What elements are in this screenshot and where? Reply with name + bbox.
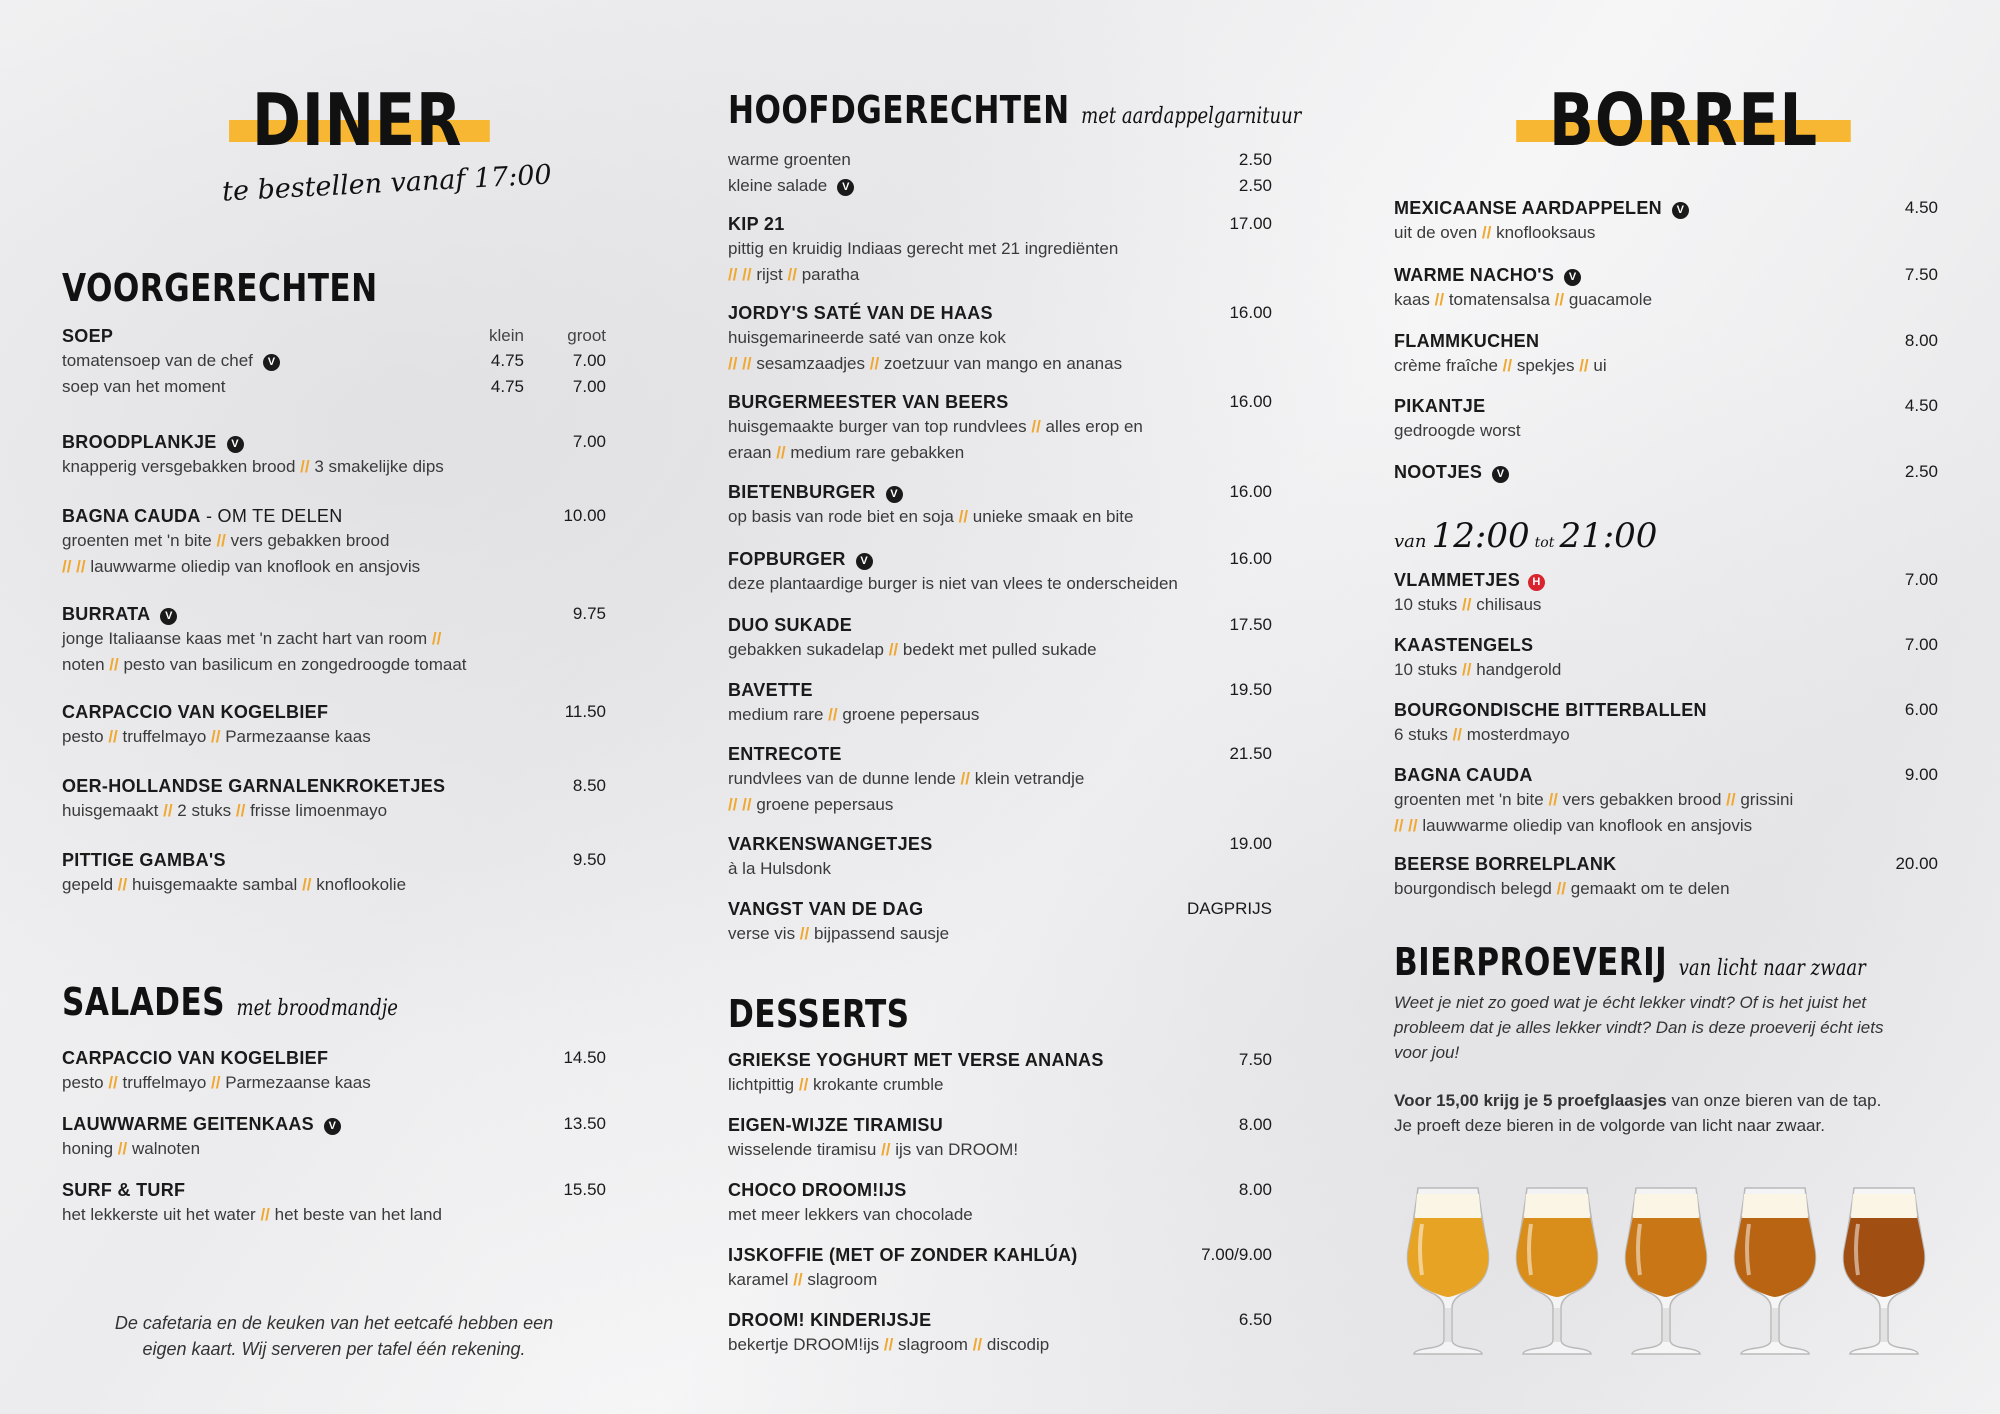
diner-subtitle: te bestellen vanaf 17:00 — [221, 159, 553, 208]
item-name: BAGNA CAUDA — [1394, 765, 1533, 785]
menu-item — [1394, 331, 1938, 378]
separator: // — [967, 1335, 987, 1354]
voorgerechten-title: VOORGERECHTEN — [62, 266, 378, 310]
item-description: bekertje DROOM!ijs // slagroom // discodip — [728, 1335, 1050, 1354]
item-description: lichtpittig // krokante crumble — [728, 1075, 944, 1094]
separator: // — [883, 640, 903, 659]
item-description: verse vis // bijpassend sausje — [728, 924, 950, 943]
item-price: 21.50 — [1229, 744, 1272, 763]
separator: // — [953, 507, 973, 526]
item-price: 8.00 — [1238, 1115, 1272, 1134]
separator: // — [865, 354, 884, 373]
item-name: OER-HOLLANDSE GARNALENKROKETJES — [62, 776, 446, 796]
item-description: uit de oven // knoflooksaus — [1394, 223, 1596, 242]
item-description: // // lauwwarme oliedip van knoflook en ansjovis — [1394, 816, 1753, 835]
item-name: VLAMMETJES H — [1394, 570, 1938, 591]
menu-item — [62, 702, 606, 749]
menu-item — [62, 1048, 606, 1095]
menu-item — [728, 615, 1272, 662]
separator: // — [1574, 356, 1594, 375]
item-description: gedroogde worst — [1394, 421, 1521, 440]
item-description: 6 stuks // mosterdmayo — [1394, 725, 1570, 744]
menu-item — [1394, 700, 1938, 747]
separator: // — [1457, 595, 1477, 614]
item-description: // // rijst // paratha — [728, 265, 860, 284]
item-price: 6.00 — [1904, 700, 1938, 719]
vegetarian-icon: V — [837, 179, 854, 196]
menu-item — [1394, 570, 1938, 617]
item-price: 11.50 — [564, 702, 606, 721]
item-price: 16.00 — [1229, 549, 1272, 568]
item-price: 13.50 — [563, 1114, 606, 1133]
item-description: // // groene pepersaus — [728, 795, 894, 814]
item-name: PITTIGE GAMBA'S — [62, 850, 226, 870]
menu-item — [62, 850, 606, 897]
soep-row-2: soep van het moment 4.75 7.00 — [62, 377, 606, 396]
item-description: medium rare // groene pepersaus — [728, 705, 980, 724]
item-price: 7.50 — [1904, 265, 1938, 284]
item-price: 10.00 — [563, 506, 606, 525]
separator: // — [427, 629, 442, 648]
item-description: à la Hulsdonk — [728, 859, 832, 878]
separator: // — [955, 769, 975, 788]
menu-item — [1394, 854, 1938, 901]
item-price: 16.00 — [1229, 392, 1272, 411]
separator: // — [782, 265, 802, 284]
beer-glass-icon — [1618, 1180, 1714, 1360]
separator: // — [113, 1139, 132, 1158]
item-name: IJSKOFFIE (MET OF ZONDER KAHLÚA) — [728, 1245, 1078, 1265]
separator: // — [211, 531, 231, 550]
item-price: 15.50 — [563, 1180, 606, 1199]
item-name: WARME NACHO'S V — [1394, 265, 1938, 286]
menu-item — [728, 1050, 1272, 1097]
soep-item — [62, 326, 606, 399]
soep-col-large: groot — [567, 326, 606, 345]
vegetarian-icon: V — [324, 1118, 341, 1135]
separator: // — [103, 1073, 123, 1092]
separator: // — [297, 875, 317, 894]
hoofdgerechten-title: HOOFDGERECHTEN met aardappelgarnituur — [728, 88, 1302, 132]
item-description: op basis van rode biet en soja // unieke smaak en bite — [728, 507, 1134, 526]
item-name: FLAMMKUCHEN — [1394, 331, 1540, 351]
item-price: 17.50 — [1229, 615, 1272, 634]
beer-glass-icon — [1836, 1180, 1932, 1360]
separator: // — [113, 875, 132, 894]
item-price: 4.50 — [1904, 396, 1938, 415]
soep-col-small: klein — [489, 326, 524, 345]
item-description: deze plantaardige burger is niet van vlees te onderscheiden — [728, 574, 1178, 593]
item-description: // // sesamzaadjes // zoetzuur van mango en ananas — [728, 354, 1123, 373]
item-name: CARPACCIO VAN KOGELBIEF — [62, 702, 329, 722]
vegetarian-icon: V — [1492, 466, 1509, 483]
item-name: PIKANTJE — [1394, 396, 1486, 416]
item-price: 7.00 — [1904, 635, 1938, 654]
menu-item — [728, 1245, 1272, 1292]
item-description: bourgondisch belegd // gemaakt om te delen — [1394, 879, 1730, 898]
item-description: // // lauwwarme oliedip van knoflook en ansjovis — [62, 557, 421, 576]
item-name: BAVETTE — [728, 680, 813, 700]
item-description: kaas // tomatensalsa // guacamole — [1394, 290, 1653, 309]
separator: // — [206, 1073, 226, 1092]
item-price: 7.00 — [1904, 570, 1938, 589]
bierproeverij-intro: Weet je niet zo goed wat je écht lekker vindt? Of is het juist het probleem dat je alles lekker vindt? Dan is deze proeverij écht iets voor jou! — [1394, 993, 1884, 1062]
menu-item — [728, 1310, 1272, 1357]
side-row: warme groenten 2.50 — [728, 150, 1272, 169]
vegetarian-icon: V — [886, 486, 903, 503]
item-name: KIP 21 — [728, 214, 785, 234]
item-name: KAASTENGELS — [1394, 635, 1534, 655]
item-name: VARKENSWANGETJES — [728, 834, 933, 854]
item-price: 7.50 — [1238, 1050, 1272, 1069]
diner-title: DINER — [252, 78, 462, 162]
item-name: BEERSE BORRELPLANK — [1394, 854, 1617, 874]
separator: // — [206, 727, 226, 746]
menu-item — [728, 303, 1272, 376]
item-description: het lekkerste uit het water // het beste van het land — [62, 1205, 442, 1224]
item-description: gebakken sukadelap // bedekt met pulled sukade — [728, 640, 1097, 659]
item-price: 20.00 — [1895, 854, 1938, 873]
item-name: JORDY'S SATÉ VAN DE HAAS — [728, 303, 993, 323]
menu-item — [62, 776, 606, 823]
item-price: 9.00 — [1904, 765, 1938, 784]
item-name: CHOCO DROOM!IJS — [728, 1180, 907, 1200]
menu-item — [728, 1180, 1272, 1227]
item-name: BROODPLANKJE V — [62, 432, 606, 453]
separator: // — [728, 795, 743, 814]
bierproeverij-offer: Voor 15,00 krijg je 5 proefglaasjes van onze bieren van de tap. Je proeft deze bieren in de volgorde van licht naar zwaar. — [1394, 1091, 1882, 1135]
item-description: 10 stuks // chilisaus — [1394, 595, 1542, 614]
item-name: CARPACCIO VAN KOGELBIEF — [62, 1048, 329, 1068]
separator: // — [1457, 660, 1477, 679]
item-price: 8.50 — [572, 776, 606, 795]
menu-item — [728, 834, 1272, 881]
soep-row-1: tomatensoep van de chef V 4.75 7.00 — [62, 351, 606, 370]
separator: // — [742, 354, 757, 373]
item-description: noten // pesto van basilicum en zongedroogde tomaat — [62, 655, 467, 674]
separator: // — [742, 795, 757, 814]
item-description: huisgemarineerde saté van onze kok — [728, 328, 1006, 347]
separator: // — [103, 727, 123, 746]
item-price: DAGPRIJS — [1186, 899, 1272, 918]
menu-item — [728, 899, 1272, 946]
menu-item — [62, 1114, 606, 1161]
item-name: GRIEKSE YOGHURT MET VERSE ANANAS — [728, 1050, 1104, 1070]
time-label: van 12:00 tot 21:00 — [1394, 516, 1658, 556]
menu-item — [728, 482, 1272, 529]
item-description: huisgemaakte burger van top rundvlees // alles erop en — [728, 417, 1143, 436]
item-name: BOURGONDISCHE BITTERBALLEN — [1394, 700, 1707, 720]
menu-item — [728, 744, 1272, 817]
menu-item — [1394, 198, 1938, 245]
spicy-icon: H — [1528, 574, 1545, 591]
item-price: 9.50 — [572, 850, 606, 869]
item-name: BAGNA CAUDA - OM TE DELEN — [62, 506, 343, 526]
menu-item — [728, 392, 1272, 465]
menu-item — [62, 1180, 606, 1227]
beer-glass-icon — [1509, 1180, 1605, 1360]
beer-glass-icon — [1400, 1180, 1496, 1360]
item-description: rundvlees van de dunne lende // klein vetrandje — [728, 769, 1085, 788]
item-description: jonge Italiaanse kaas met 'n zacht hart van room // — [62, 629, 442, 648]
item-name: VANGST VAN DE DAG — [728, 899, 924, 919]
item-description: eraan // medium rare gebakken — [728, 443, 965, 462]
item-price: 9.75 — [572, 604, 606, 623]
item-price: 16.00 — [1229, 303, 1272, 322]
separator: // — [231, 801, 251, 820]
item-price: 17.00 — [1229, 214, 1272, 233]
separator: // — [1477, 223, 1497, 242]
separator: // — [879, 1335, 899, 1354]
separator: // — [295, 457, 315, 476]
item-price: 19.50 — [1229, 680, 1272, 699]
item-description: pesto // truffelmayo // Parmezaanse kaas — [62, 727, 371, 746]
item-description: 10 stuks // handgerold — [1394, 660, 1562, 679]
item-name: MEXICAANSE AARDAPPELEN V — [1394, 198, 1938, 219]
separator: // — [742, 265, 757, 284]
item-name: DUO SUKADE — [728, 615, 853, 635]
separator: // — [794, 1075, 814, 1094]
item-description: groenten met 'n bite // vers gebakken brood // grissini — [1394, 790, 1794, 809]
item-description: groenten met 'n bite // vers gebakken brood — [62, 531, 390, 550]
menu-item — [1394, 265, 1938, 312]
separator: // — [788, 1270, 808, 1289]
separator: // — [823, 705, 843, 724]
item-description: huisgemaakt // 2 stuks // frisse limoenmayo — [62, 801, 388, 820]
menu-item — [62, 604, 606, 677]
separator: // — [1497, 356, 1517, 375]
menu-item — [728, 680, 1272, 727]
item-description: wisselende tiramisu // ijs van DROOM! — [728, 1140, 1019, 1159]
vegetarian-icon: V — [227, 436, 244, 453]
separator: // — [62, 557, 77, 576]
menu-item — [62, 432, 606, 479]
item-description: knapperig versgebakken brood // 3 smakelijke dips — [62, 457, 444, 476]
vegetarian-icon: V — [160, 608, 177, 625]
separator: // — [104, 655, 124, 674]
separator: // — [1026, 417, 1046, 436]
menu-item — [1394, 396, 1938, 443]
item-name: ENTRECOTE — [728, 744, 842, 764]
item-description: gepeld // huisgemaakte sambal // knoflookolie — [62, 875, 407, 894]
menu-item — [728, 1115, 1272, 1162]
item-price: 7.00 — [572, 432, 606, 451]
item-price: 14.50 — [563, 1048, 606, 1067]
separator: // — [876, 1140, 896, 1159]
item-name: BURGERMEESTER VAN BEERS — [728, 392, 1009, 412]
item-description: pittig en kruidig Indiaas gerecht met 21 ingrediënten — [728, 239, 1119, 258]
item-price: 8.00 — [1904, 331, 1938, 350]
item-price: 8.00 — [1238, 1180, 1272, 1199]
item-name: NOOTJES V — [1394, 462, 1938, 483]
borrel-title: BORREL — [1549, 78, 1818, 162]
salades-title: SALADES met broodmandje — [62, 980, 398, 1024]
menu-item — [1394, 462, 1938, 483]
beer-glass-icon — [1727, 1180, 1823, 1360]
item-name: BURRATA V — [62, 604, 606, 625]
item-description: karamel // slagroom — [728, 1270, 878, 1289]
vegetarian-icon: V — [1564, 269, 1581, 286]
vegetarian-icon: V — [263, 354, 280, 371]
separator: // — [1549, 290, 1569, 309]
item-price: 16.00 — [1229, 482, 1272, 501]
item-description: pesto // truffelmayo // Parmezaanse kaas — [62, 1073, 371, 1092]
separator: // — [728, 265, 743, 284]
item-price: 7.00/9.00 — [1201, 1245, 1272, 1264]
separator: // — [795, 924, 814, 943]
menu-item — [1394, 765, 1938, 838]
separator: // — [771, 443, 791, 462]
soep-name: SOEP — [62, 326, 114, 346]
separator: // — [76, 557, 91, 576]
item-price: 19.00 — [1229, 834, 1272, 853]
kitchen-note: De cafetaria en de keuken van het eetcafé hebben een eigen kaart. Wij serveren per tafel één rekening. — [114, 1313, 554, 1359]
item-name: DROOM! KINDERIJSJE — [728, 1310, 932, 1330]
vegetarian-icon: V — [1672, 202, 1689, 219]
separator: // — [1429, 290, 1449, 309]
item-price: 2.50 — [1904, 462, 1938, 481]
separator: // — [1408, 816, 1423, 835]
menu-item — [62, 506, 606, 579]
side-row: kleine salade V 2.50 — [728, 176, 1272, 195]
separator: // — [1551, 879, 1571, 898]
item-description: honing // walnoten — [62, 1139, 201, 1158]
item-price: 4.50 — [1904, 198, 1938, 217]
menu-item — [728, 549, 1272, 596]
separator: // — [1721, 790, 1741, 809]
separator: // — [1543, 790, 1563, 809]
menu-item — [1394, 635, 1938, 682]
item-name: SURF & TURF — [62, 1180, 186, 1200]
item-description: met meer lekkers van chocolade — [728, 1205, 973, 1224]
separator: // — [1394, 816, 1409, 835]
item-price: 6.50 — [1238, 1310, 1272, 1329]
desserts-title: DESSERTS — [728, 992, 910, 1036]
item-name: EIGEN-WIJZE TIRAMISU — [728, 1115, 944, 1135]
sides-list — [728, 146, 1272, 198]
item-name: FOPBURGER V — [728, 549, 1272, 570]
menu-item — [728, 214, 1272, 287]
separator: // — [158, 801, 178, 820]
item-name: LAUWWARME GEITENKAAS V — [62, 1114, 606, 1135]
separator: // — [728, 354, 743, 373]
separator: // — [255, 1205, 275, 1224]
vegetarian-icon: V — [856, 553, 873, 570]
item-name: BIETENBURGER V — [728, 482, 1272, 503]
bierproeverij-title: BIERPROEVERIJ van licht naar zwaar — [1394, 940, 1866, 984]
separator: // — [1447, 725, 1467, 744]
item-description: crème fraîche // spekjes // ui — [1394, 356, 1607, 375]
